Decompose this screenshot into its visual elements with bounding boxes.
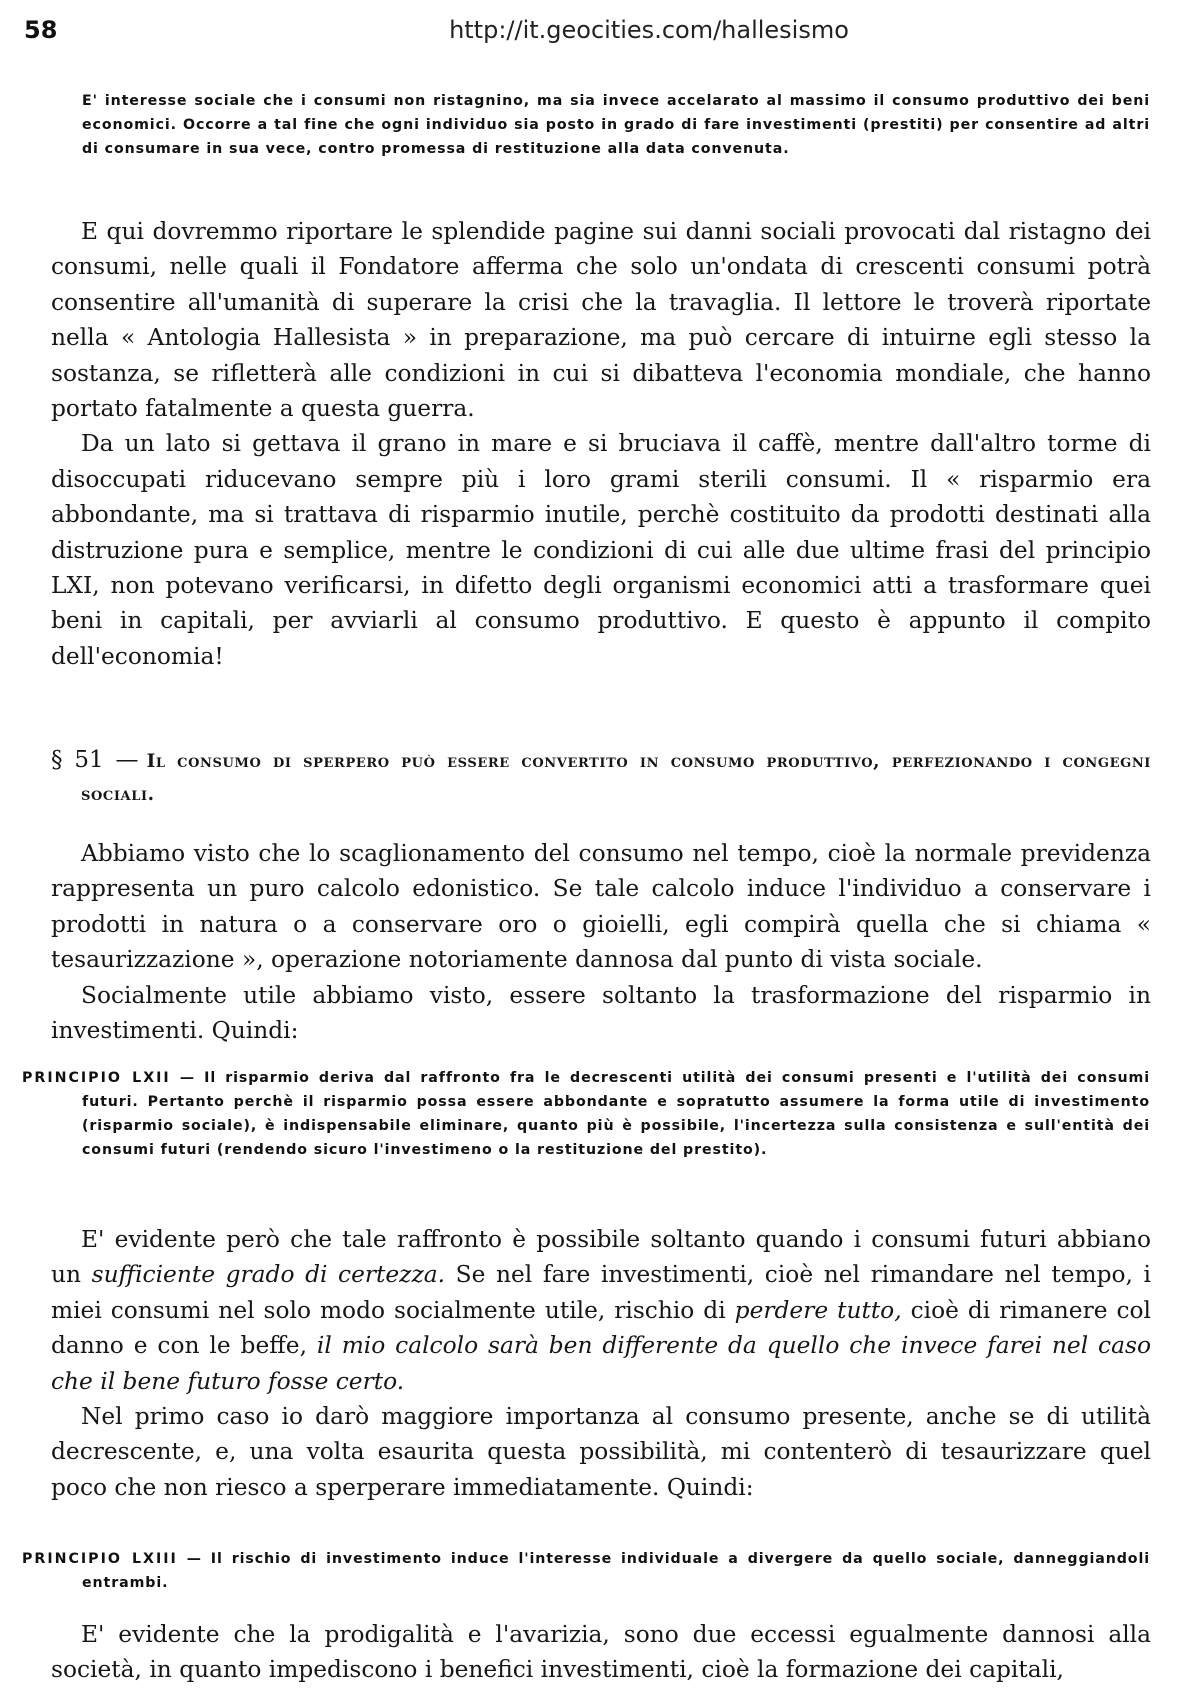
principle-lxii: [22, 1066, 1150, 1162]
emphasis: sufficiente grado di certezza.: [91, 1261, 446, 1289]
body-block-3: [51, 1222, 1151, 1505]
paragraph: Abbiamo visto che lo scaglionamento del consumo nel tempo, cioè la normale previdenza rappresenta un puro calcolo edonistico. Se tale calcolo induce l'individuo a conservare i prodotti in natura o a conservare oro o gioielli, egli compirà quella che si chiama « tesaurizzazione », operazione notoriamente dannosa dal punto di vista sociale.: [51, 840, 1151, 974]
section-number: § 51 —: [51, 747, 139, 773]
paragraph: E qui dovremmo riportare le splendide pagine sui danni sociali provocati dal ristagno dei consumi, nelle quali il Fondatore afferma che solo un'ondata di crescenti consumi potrà consentire all'umanità di superare la crisi che la travaglia. Il lettore le troverà riportate nella « Antologia Hallesista » in preparazione, ma può cercare di intuirne egli stesso la sostanza, se rifletterà alle condizioni in cui si dibatteva l'economia mondiale, che hanno portato fatalmente a questa guerra.: [51, 218, 1151, 423]
emphasis: il mio calcolo sarà ben differente da quello che invece farei nel caso che il bene futuro fosse certo.: [51, 1332, 1151, 1395]
page-number: 58: [24, 16, 58, 44]
section-title: Il consumo di sperpero può essere convertito in consumo produttivo, perfezionando i congegni sociali.: [81, 751, 1151, 805]
intro-note: E' interesse sociale che i consumi non ristagnino, ma sia invece accelarato al massimo il consumo produttivo dei beni economici. Occorre a tal fine che ogni individuo sia posto in grado di fare investimenti (prestiti) per consentire ad altri di consumare in sua vece, contro promessa di restituzione alla data convenuta.: [82, 93, 1150, 157]
principle-lxiii: [22, 1547, 1150, 1595]
body-block-4: [51, 1617, 1151, 1688]
body-block-1: [51, 214, 1151, 674]
paragraph: [51, 1222, 1151, 1399]
text-run: E' evidente però che tale raffronto è possibile soltanto quando i consumi futuri abbiano un: [51, 1226, 1151, 1289]
emphasis: perdere tutto,: [734, 1296, 902, 1324]
paragraph: Da un lato si gettava il grano in mare e si bruciava il caffè, mentre dall'altro torme di disoccupati riducevano sempre più i loro grami sterili consumi. Il « risparmio era abbondante, ma si trattava di risparmio inutile, perchè costituito da prodotti destinati alla distruzione pura e semplice, mentre le condizioni di cui alle due ultime frasi del principio LXI, non potevano verificarsi, in difetto degli organismi economici atti a trasformare quei beni in capitali, per avviarli al consumo produttivo. E questo è appunto il compito dell'economia!: [51, 430, 1151, 670]
page-header: [0, 6, 1178, 50]
paragraph: Nel primo caso io darò maggiore importanza al consumo presente, anche se di utilità decrescente, e, una volta esaurita questa possibilità, mi contenterò di tesaurizzare quel poco che non riesco a sperperare immediatamente. Quindi:: [51, 1403, 1151, 1501]
body-block-2: [51, 836, 1151, 1048]
principle-text: — Il rischio di investimento induce l'interesse individuale a divergere da quello sociale, danneggiandoli entrambi.: [82, 1551, 1150, 1591]
principle-text: — Il risparmio deriva dal raffronto fra le decrescenti utilità dei consumi presenti e l'utilità dei consumi futuri. Pertanto perchè il risparmio possa essere abbondante e sopratutto assumere la forma utile di investimento (risparmio sociale), è indispensabile eliminare, quanto più è possibile, l'incertezza sulla consistenza e sull'entità dei consumi futuri (rendendo sicuro l'investimeno o la restituzione del prestito).: [82, 1070, 1151, 1158]
principle-label: PRINCIPIO LXII: [22, 1070, 171, 1086]
source-url[interactable]: http://it.geocities.com/hallesismo: [449, 16, 849, 44]
paragraph: E' evidente che la prodigalità e l'avarizia, sono due eccessi egualmente dannosi alla società, in quanto impediscono i benefici investimenti, cioè la formazione dei capitali,: [51, 1621, 1151, 1684]
principle-label: PRINCIPIO LXIII: [22, 1551, 178, 1567]
text-run: Se nel fare investimenti, cioè nel rimandare nel tempo, i miei consumi nel solo modo socialmente utile, rischio di: [51, 1261, 1151, 1324]
section-heading: [51, 744, 1151, 811]
text-run: cioè di rimanere col danno e con le beffe,: [51, 1296, 1152, 1360]
paragraph: Socialmente utile abbiamo visto, essere soltanto la trasformazione del risparmio in investimenti. Quindi:: [51, 981, 1151, 1045]
